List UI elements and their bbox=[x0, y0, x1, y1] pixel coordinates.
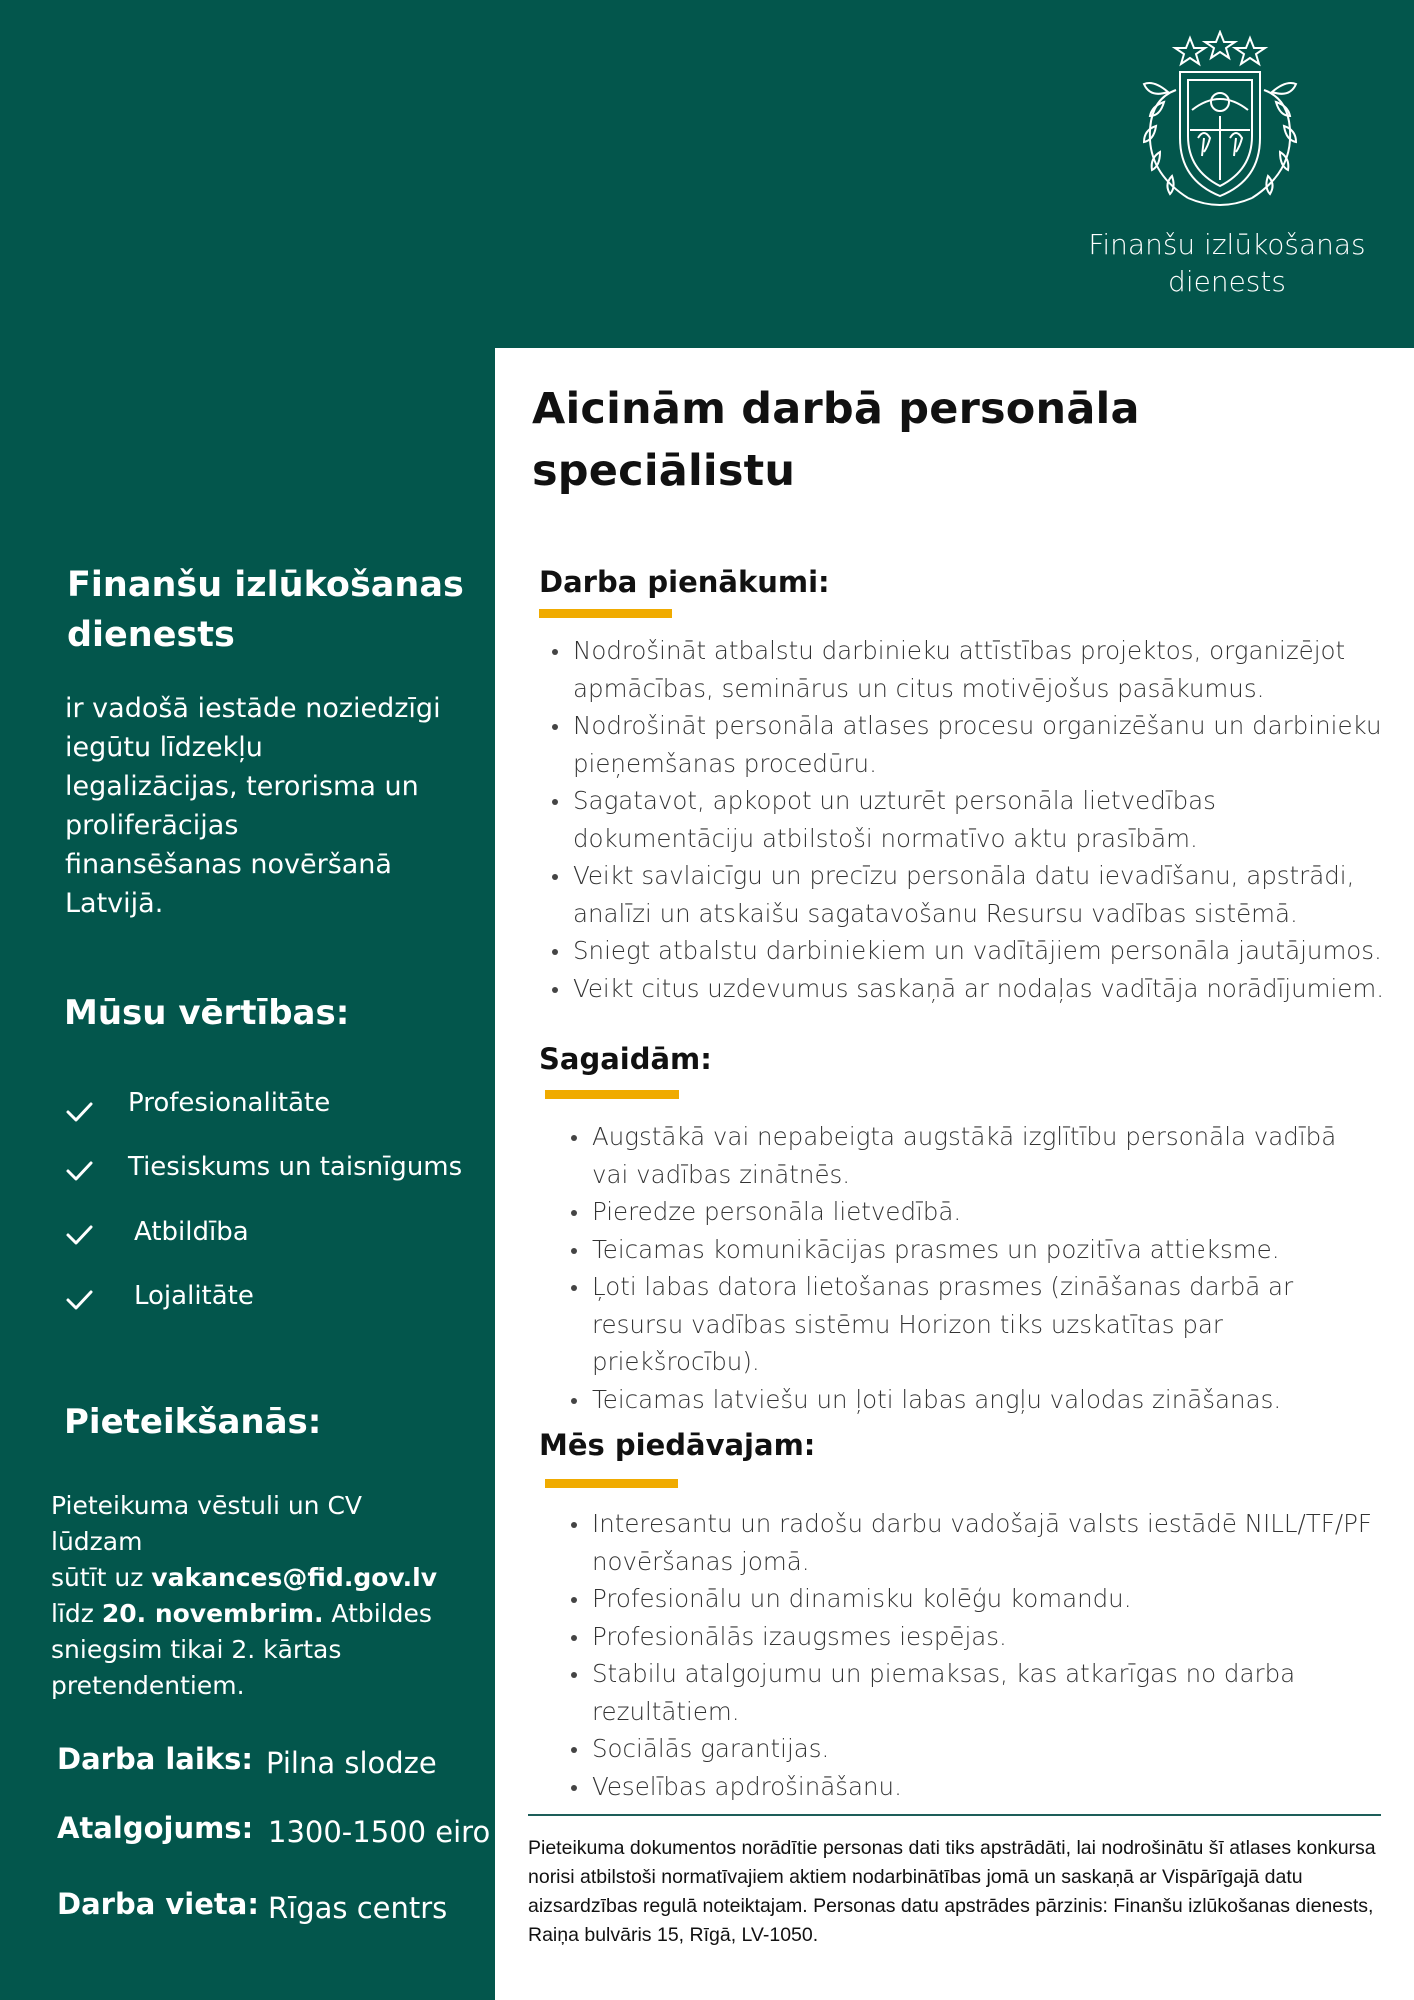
work-hours-value: Pilna slodze bbox=[266, 1746, 437, 1780]
list-item: Profesionālu un dinamisku kolēģu komandu. bbox=[592, 1580, 1392, 1618]
work-hours-label: Darba laiks: bbox=[57, 1742, 253, 1776]
list-item: Veselības apdrošināšanu. bbox=[592, 1768, 1392, 1806]
work-location-value: Rīgas centrs bbox=[268, 1891, 448, 1925]
duties-heading: Darba pienākumi: bbox=[539, 565, 830, 599]
page-title bbox=[532, 378, 1232, 502]
value-label: Atbildība bbox=[134, 1217, 249, 1247]
expect-list bbox=[592, 1118, 1374, 1418]
page-title-line1: Aicinām darbā personāla bbox=[532, 384, 1140, 434]
apply-answers-text: Atbildes bbox=[323, 1599, 432, 1628]
list-item: Sociālās garantijas. bbox=[592, 1730, 1392, 1768]
offer-heading-underline bbox=[545, 1479, 678, 1488]
list-item: Sagatavot, apkopot un uzturēt personāla lietvedības dokumentāciju atbilstoši normatīvo aktu prasībām. bbox=[573, 782, 1385, 857]
list-item: Profesionālās izaugsmes iespējas. bbox=[592, 1618, 1392, 1656]
list-item: Stabilu atalgojumu un piemaksas, kas atkarīgas no darba rezultātiem. bbox=[592, 1655, 1392, 1730]
privacy-notice: Pieteikuma dokumentos norādītie personas dati tiks apstrādāti, lai nodrošinātu šī atlases konkursa norisi atbilstoši normatīvajiem aktiem nodarbinātības jomā un saskaņā ar Vispārīgajā datu aizsardzības regulā noteiktajam. Personas datu apstrādes pārzinis: Finanšu izlūkošanas dienests, Raiņa bulvāris 15, Rīgā, LV-1050. bbox=[528, 1837, 1376, 1946]
footer-divider bbox=[528, 1814, 1381, 1816]
apply-line: Pieteikuma vēstuli un CV bbox=[51, 1491, 363, 1520]
list-item: Interesantu un radošu darbu vadošajā valsts iestādē NILL/TF/PF novēršanas jomā. bbox=[592, 1505, 1392, 1580]
expect-heading: Sagaidām: bbox=[539, 1042, 712, 1076]
expect-heading-underline bbox=[545, 1090, 679, 1099]
value-label: Lojalitāte bbox=[134, 1281, 254, 1311]
header-org-name-line2: dienests bbox=[1168, 265, 1286, 298]
sidebar-org-title-line1: Finanšu izlūkošanas bbox=[67, 565, 464, 605]
list-item: Veikt savlaicīgu un precīzu personāla datu ievadīšanu, apstrādi, analīzi un atskaišu sagatavošanu Resursu vadības sistēmā. bbox=[573, 857, 1385, 932]
description-line: legalizācijas, terorisma un bbox=[65, 771, 419, 802]
page-title-line2: speciālistu bbox=[532, 446, 796, 496]
salary-value: 1300-1500 eiro bbox=[268, 1815, 491, 1849]
list-item: Nodrošināt atbalstu darbinieku attīstības projektos, organizējot apmācības, seminārus un citus motivējošus pasākumus. bbox=[573, 632, 1385, 707]
description-line: ir vadošā iestāde noziedzīgi bbox=[65, 693, 441, 724]
apply-deadline-prefix: līdz bbox=[51, 1599, 102, 1628]
duties-heading-underline bbox=[539, 609, 672, 618]
check-icon bbox=[64, 1096, 94, 1126]
salary-label: Atalgojums: bbox=[57, 1811, 254, 1845]
list-item: Ļoti labas datora lietošanas prasmes (zināšanas darbā ar resursu vadības sistēmu Horizon tiks uzskatītas par priekšrocību). bbox=[592, 1268, 1374, 1381]
value-label: Profesionalitāte bbox=[128, 1088, 331, 1118]
check-icon bbox=[64, 1219, 94, 1249]
apply-instructions bbox=[51, 1488, 437, 1704]
list-item: Veikt citus uzdevumus saskaņā ar nodaļas vadītāja norādījumiem. bbox=[573, 970, 1385, 1008]
value-label: Tiesiskums un taisnīgums bbox=[128, 1152, 463, 1182]
list-item: Sniegt atbalstu darbiniekiem un vadītājiem personāla jautājumos. bbox=[573, 932, 1385, 970]
offer-heading: Mēs piedāvajam: bbox=[539, 1428, 816, 1462]
apply-line: lūdzam bbox=[51, 1527, 143, 1556]
apply-line bbox=[51, 1560, 437, 1596]
list-item: Pieredze personāla lietvedībā. bbox=[592, 1193, 1374, 1231]
list-item: Nodrošināt personāla atlases procesu organizēšanu un darbinieku pieņemšanas procedūru. bbox=[573, 707, 1385, 782]
header-org-name bbox=[1040, 226, 1414, 300]
apply-email[interactable]: vakances@fid.gov.lv bbox=[151, 1563, 438, 1592]
coat-of-arms-icon bbox=[1128, 30, 1312, 214]
description-line: Latvijā. bbox=[65, 888, 164, 919]
list-item: Augstākā vai nepabeigta augstākā izglītību personāla vadībā vai vadības zinātnēs. bbox=[592, 1118, 1374, 1193]
check-icon bbox=[64, 1284, 94, 1314]
duties-list bbox=[573, 632, 1385, 1007]
check-icon bbox=[64, 1155, 94, 1185]
header-org-name-line1: Finanšu izlūkošanas bbox=[1088, 228, 1366, 261]
list-item: Teicamas komunikācijas prasmes un pozitīva attieksme. bbox=[592, 1231, 1374, 1269]
description-line: iegūtu līdzekļu bbox=[65, 732, 263, 763]
apply-line bbox=[51, 1596, 437, 1632]
sidebar-org-title bbox=[67, 560, 464, 660]
apply-line: pretendentiem. bbox=[51, 1671, 245, 1700]
work-location-label: Darba vieta: bbox=[57, 1887, 259, 1921]
apply-line: sniegsim tikai 2. kārtas bbox=[51, 1635, 342, 1664]
apply-heading: Pieteikšanās: bbox=[64, 1402, 322, 1442]
description-line: proliferācijas bbox=[65, 810, 239, 841]
apply-send-prefix: sūtīt uz bbox=[51, 1563, 152, 1592]
description-line: finansēšanas novēršanā bbox=[65, 849, 392, 880]
sidebar-org-title-line2: dienests bbox=[67, 615, 235, 655]
sidebar-org-description bbox=[65, 689, 441, 923]
list-item: Teicamas latviešu un ļoti labas angļu valodas zināšanas. bbox=[592, 1381, 1374, 1419]
apply-deadline: 20. novembrim. bbox=[101, 1599, 324, 1628]
offer-list bbox=[592, 1505, 1392, 1805]
values-heading: Mūsu vērtības: bbox=[64, 993, 350, 1033]
